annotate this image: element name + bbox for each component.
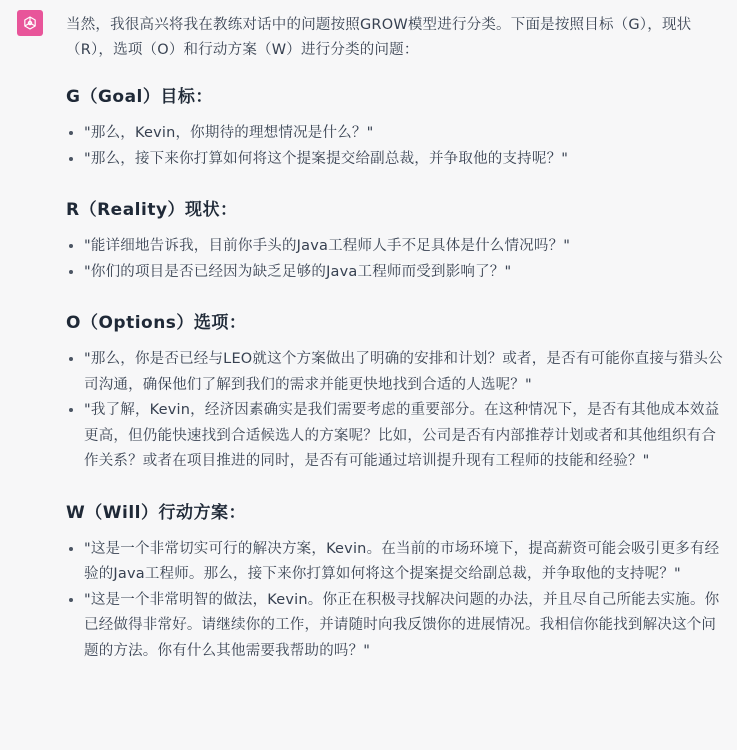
section-will (66, 501, 726, 665)
message-content (66, 13, 726, 664)
section-reality (66, 198, 726, 285)
section-title: G（Goal）目标： (66, 87, 213, 107)
bullet-dot-icon (69, 408, 73, 412)
list-item-text: "那么，Kevin，你期待的理想情况是什么？" (84, 125, 374, 141)
list-item (66, 234, 726, 260)
list-item-text: "那么，你是否已经与LEO就这个方案做出了明确的安排和计划？或者，是否有可能你直接与猎头公司沟通，确保他们了解到我们的需求并能更快地找到合适的人选呢？" (84, 351, 723, 393)
section-title: O（Options）选项： (66, 313, 247, 333)
intro-paragraph: 当然，我很高兴将我在教练对话中的问题按照GROW模型进行分类。下面是按照目标（G），现状（R），选项（O）和行动方案（W）进行分类的问题： (66, 17, 692, 58)
section-options (66, 311, 726, 475)
bullet-dot-icon (69, 244, 73, 248)
assistant-avatar (17, 10, 43, 36)
list-item-text: "这是一个非常切实可行的解决方案，Kevin。在当前的市场环境下，提高薪资可能会吸引更多有经验的Java工程师。那么，接下来你打算如何将这个提案提交给副总裁，并争取他的支持呢？" (84, 540, 720, 582)
bullet-dot-icon (69, 131, 73, 135)
bullet-list (66, 234, 726, 285)
bullet-dot-icon (69, 357, 73, 361)
list-item-text: "这是一个非常明智的做法，Kevin。你正在积极寻找解决问题的办法，并且尽自己所能去实施。你已经做得非常好。请继续你的工作，并请随时向我反馈你的进展情况。我相信你能找到解决这个问题的方法。你有什么其他需要我帮助的吗？" (84, 591, 720, 659)
list-item (66, 398, 726, 475)
list-item (66, 588, 726, 665)
list-item (66, 347, 726, 398)
bullet-dot-icon (69, 157, 73, 161)
bullet-list (66, 347, 726, 475)
bullet-list (66, 537, 726, 665)
list-item (66, 260, 726, 286)
list-item (66, 147, 726, 173)
list-item (66, 121, 726, 147)
list-item-text: "能详细地告诉我，目前你手头的Java工程师人手不足具体是什么情况吗？" (84, 238, 571, 254)
list-item-text: "那么，接下来你打算如何将这个提案提交给副总裁，并争取他的支持呢？" (84, 150, 569, 167)
section-title: R（Reality）现状： (66, 200, 238, 220)
list-item (66, 537, 726, 588)
list-item-text: "我了解，Kevin，经济因素确实是我们需要考虑的重要部分。在这种情况下，是否有其他成本效益更高，但仍能快速找到合适候选人的方案呢？比如，公司是否有内部推荐计划或者和其他组织有合作关系？或者在项目推进的同时，是否有可能通过培训提升现有工程师的技能和经验？" (84, 402, 720, 469)
section-title: W（Will）行动方案： (66, 502, 246, 523)
bullet-dot-icon (69, 598, 73, 602)
bullet-dot-icon (69, 270, 73, 274)
list-item-text: "你们的项目是否已经因为缺乏足够的Java工程师而受到影响了？" (84, 263, 512, 280)
section-goal (66, 85, 726, 172)
bullet-list (66, 121, 726, 172)
bullet-dot-icon (69, 547, 73, 551)
openai-logo-icon (21, 14, 39, 32)
